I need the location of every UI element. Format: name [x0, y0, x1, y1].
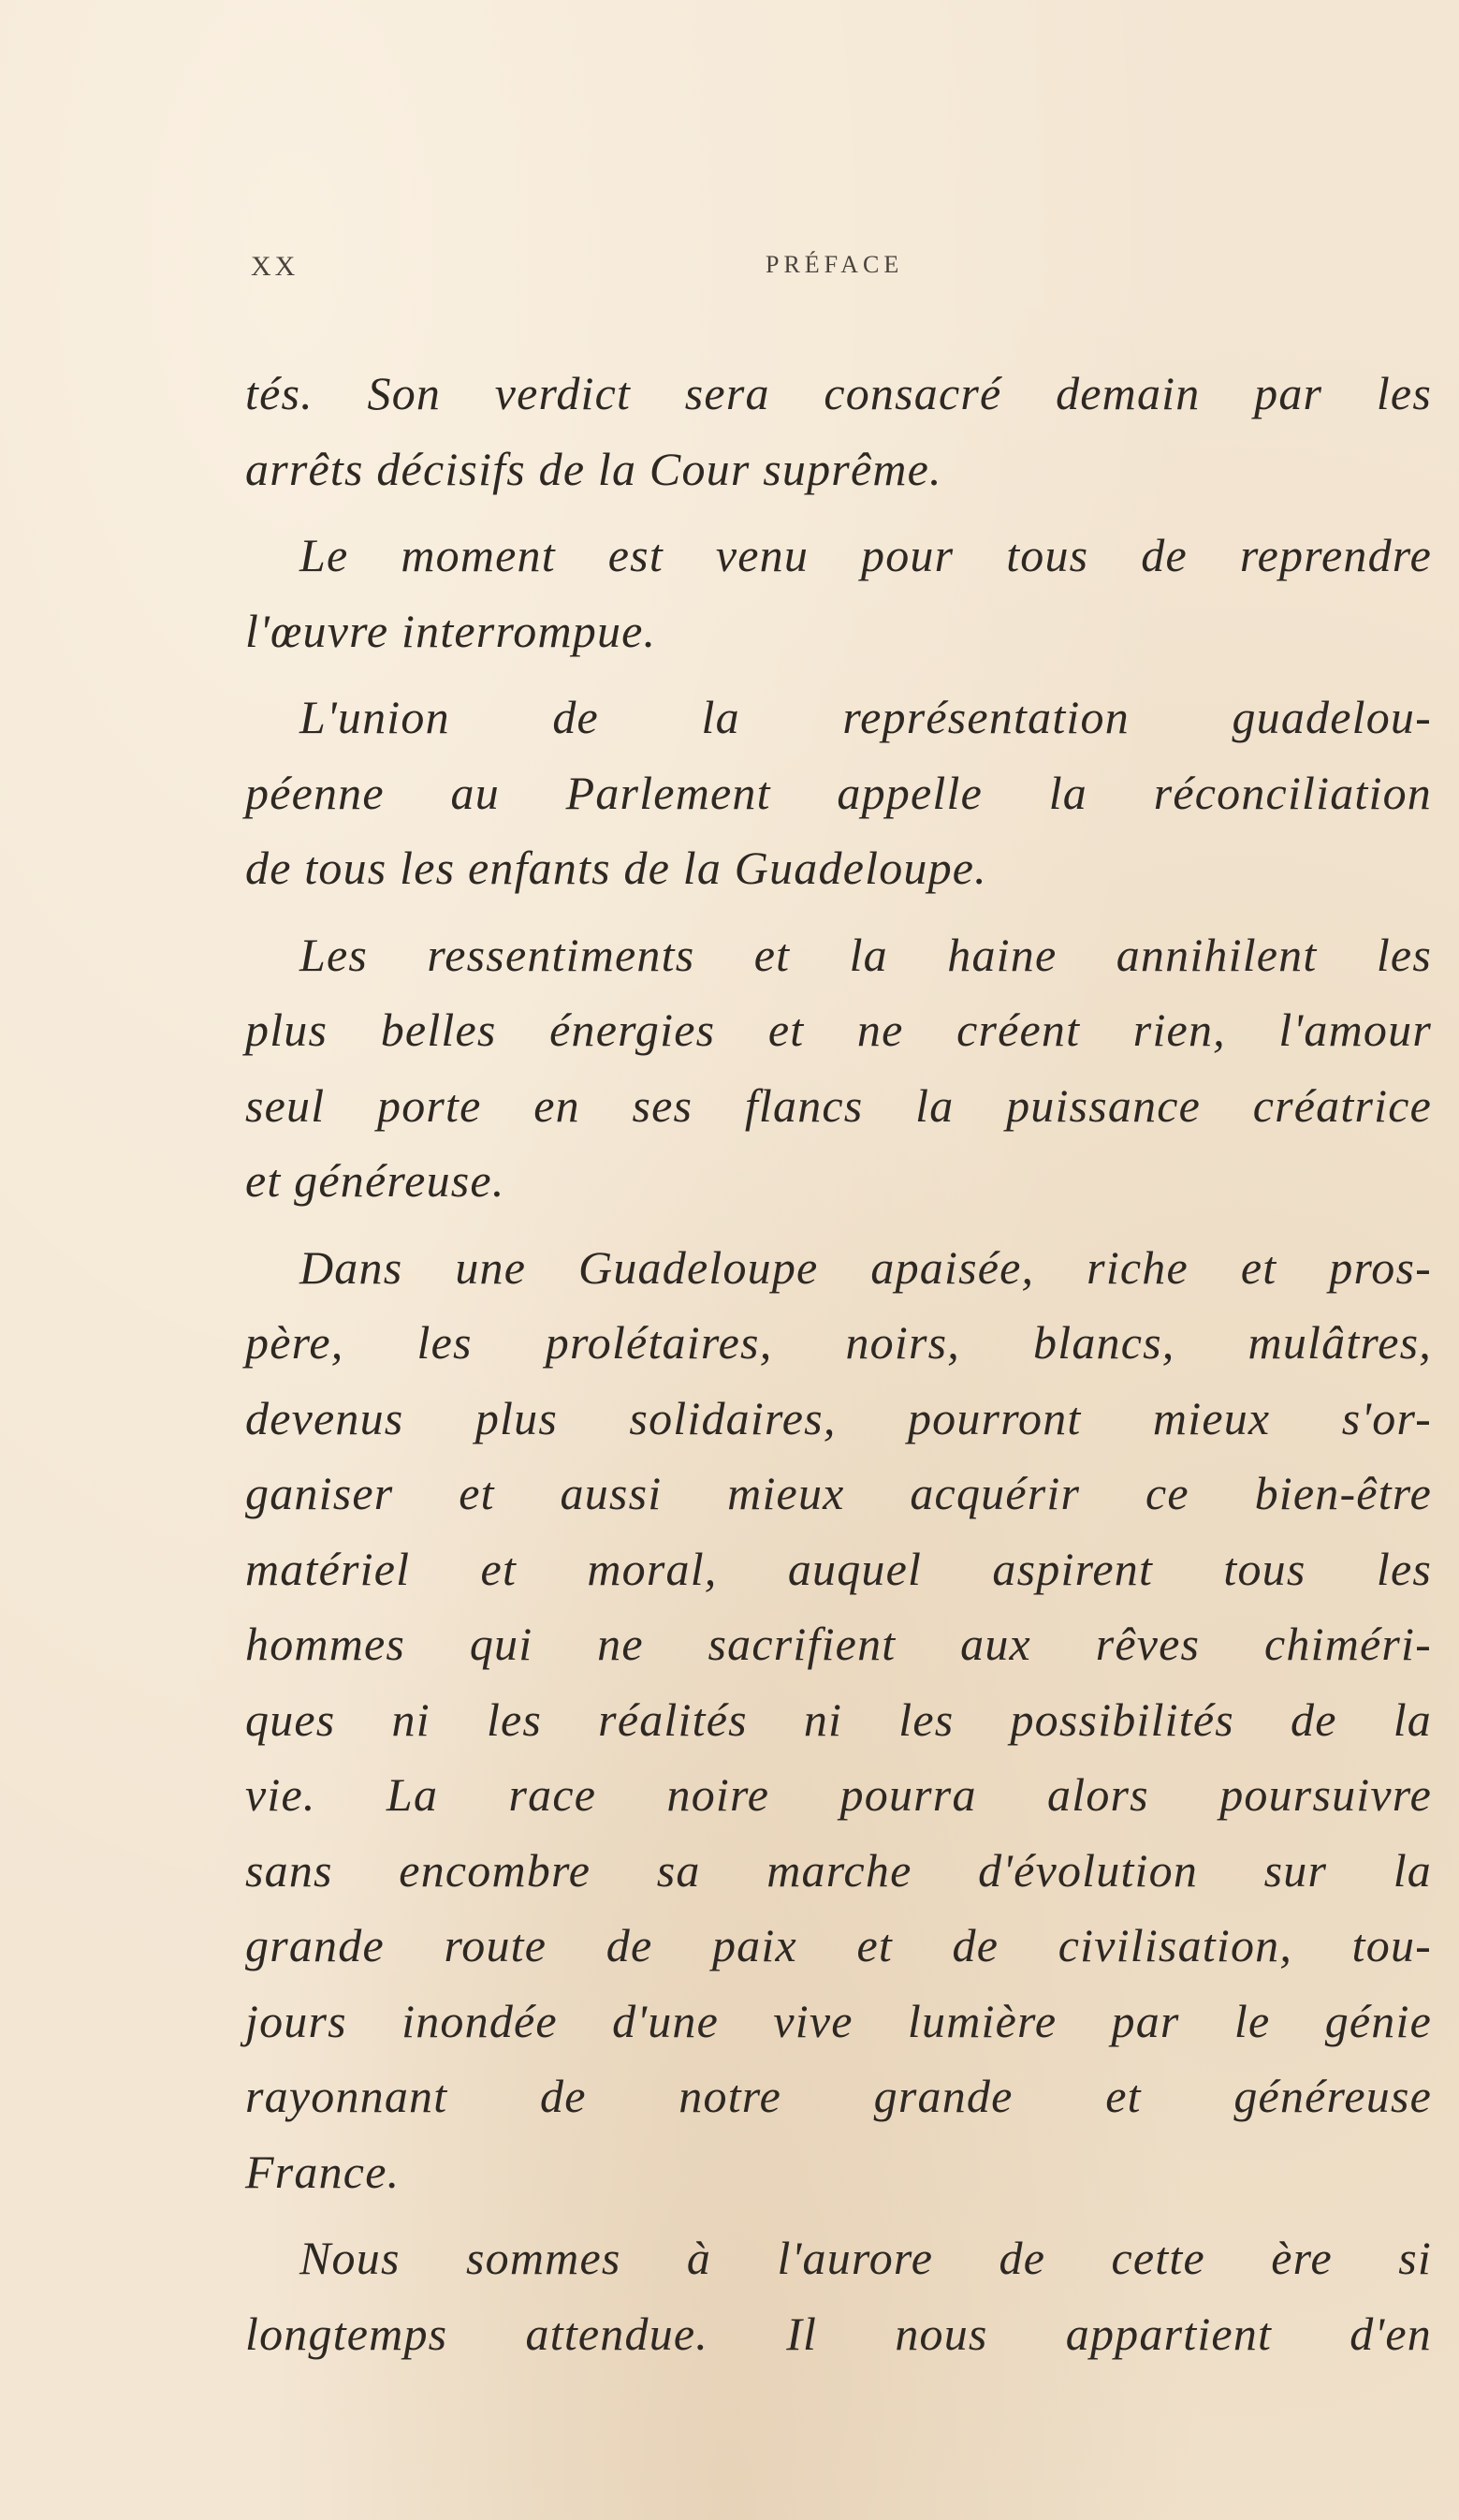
text-line: l'œuvre interrompue. — [245, 604, 657, 657]
text-line: de tous les enfants de la Guadeloupe. — [245, 842, 987, 894]
running-head — [251, 251, 1432, 292]
text-line: Les ressentiments et la haine annihilent les — [299, 928, 1432, 981]
text-line: sans encombre sa marche d'évolution sur la — [245, 1843, 1432, 1897]
text-line: longtemps attendue. Il nous appartient d'en — [245, 2307, 1432, 2360]
paragraph — [245, 917, 1432, 1219]
text-line: péenne au Parlement appelle la réconciliation — [245, 766, 1432, 819]
text-line: jours inondée d'une vive lumière par le génie — [245, 1994, 1432, 2047]
text-line: ganiser et aussi mieux acquérir ce bien-être — [245, 1467, 1432, 1519]
text-line: ques ni les réalités ni les possibilités de la — [245, 1692, 1432, 1746]
paragraph — [245, 2220, 1432, 2371]
text-line: Le moment est venu pour tous de reprendre — [299, 529, 1432, 581]
text-line: seul porte en ses flancs la puissance créatrice — [245, 1078, 1432, 1132]
text-line: France. — [245, 2145, 401, 2198]
text-line: grande route de paix et de civilisation, tou- — [245, 1919, 1432, 1971]
paragraph — [245, 518, 1432, 668]
text-line: matériel et moral, auquel aspirent tous les — [245, 1542, 1432, 1595]
text-line: père, les prolétaires, noirs, blancs, mulâtres, — [245, 1316, 1432, 1369]
paragraph — [245, 356, 1432, 506]
text-line: devenus plus solidaires, pourront mieux s'or- — [245, 1391, 1432, 1444]
paragraph — [245, 1230, 1432, 2210]
section-title: PRÉFACE — [766, 251, 904, 278]
page-number: XX — [251, 251, 299, 282]
text-line: et généreuse. — [245, 1154, 505, 1207]
body-text — [245, 356, 1432, 2371]
text-line: rayonnant de notre grande et généreuse — [245, 2070, 1432, 2122]
paragraph — [245, 680, 1432, 906]
text-line: Nous sommes à l'aurore de cette ère si — [299, 2232, 1432, 2284]
text-line: plus belles énergies et ne créent rien, l'amour — [245, 1004, 1432, 1056]
text-line: hommes qui ne sacrifient aux rêves chiméri- — [245, 1618, 1432, 1670]
text-line: L'union de la représentation guadelou- — [299, 691, 1432, 743]
text-line: Dans une Guadeloupe apaisée, riche et pros- — [299, 1240, 1432, 1294]
text-line: vie. La race noire pourra alors poursuivre — [245, 1768, 1432, 1821]
text-line: arrêts décisifs de la Cour suprême. — [245, 442, 942, 495]
text-line: tés. Son verdict sera consacré demain par les — [245, 367, 1432, 419]
